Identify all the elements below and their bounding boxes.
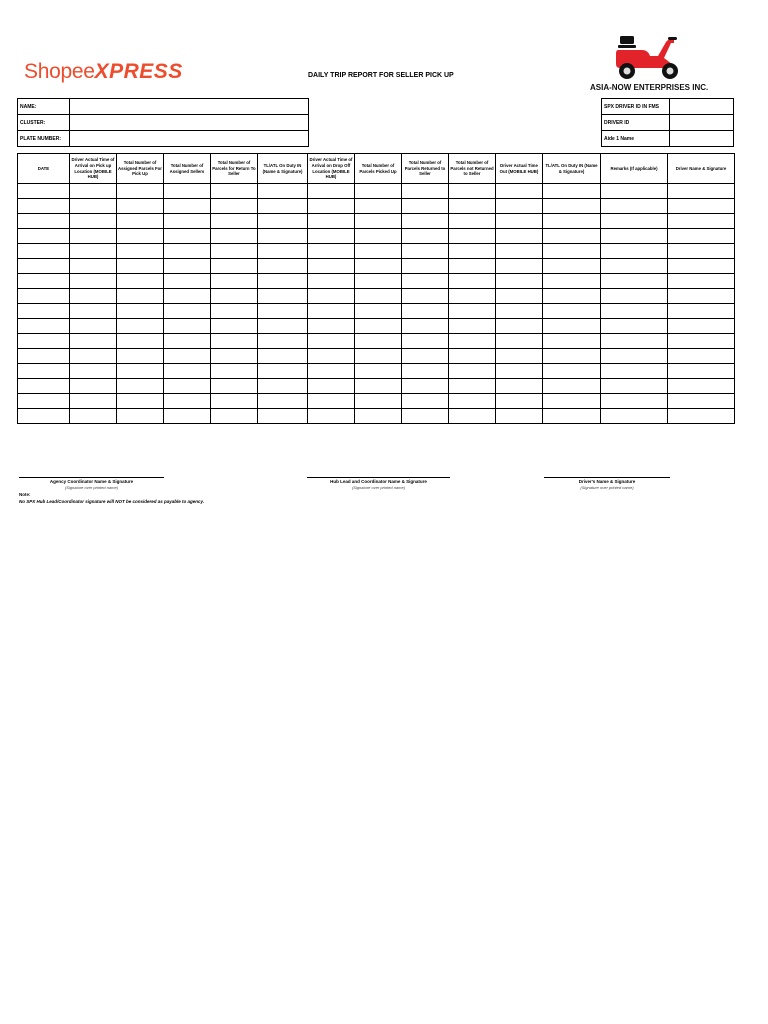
table-row	[18, 394, 735, 409]
table-cell[interactable]	[211, 244, 258, 259]
table-cell[interactable]	[308, 274, 355, 289]
table-cell[interactable]	[449, 199, 496, 214]
note-text: No SPX Hub Lead/Coordinator signature will NOT be considered as payable to agency.	[19, 499, 205, 504]
table-cell[interactable]	[601, 379, 668, 394]
note-label: Note:	[19, 492, 31, 497]
table-cell[interactable]	[70, 259, 117, 274]
signature-title: Driver's Name & Signature	[578, 479, 636, 484]
table-cell[interactable]	[18, 394, 70, 409]
driver-id-field[interactable]	[670, 115, 734, 131]
table-row	[18, 184, 735, 199]
table-cell[interactable]	[164, 364, 211, 379]
table-cell[interactable]	[402, 304, 449, 319]
table-cell[interactable]	[211, 199, 258, 214]
table-cell[interactable]	[496, 349, 543, 364]
table-cell[interactable]	[258, 184, 308, 199]
table-cell[interactable]	[668, 244, 735, 259]
table-cell[interactable]	[308, 319, 355, 334]
table-cell[interactable]	[449, 244, 496, 259]
table-cell[interactable]	[70, 334, 117, 349]
table-cell[interactable]	[449, 229, 496, 244]
table-cell[interactable]	[355, 289, 402, 304]
table-cell[interactable]	[164, 394, 211, 409]
table-cell[interactable]	[117, 334, 164, 349]
table-cell[interactable]	[70, 229, 117, 244]
table-row	[18, 229, 735, 244]
table-cell[interactable]	[449, 409, 496, 424]
table-cell[interactable]	[543, 334, 601, 349]
table-cell[interactable]	[70, 184, 117, 199]
table-cell[interactable]	[164, 379, 211, 394]
table-cell[interactable]	[543, 199, 601, 214]
table-cell[interactable]	[164, 229, 211, 244]
table-cell[interactable]	[355, 199, 402, 214]
table-cell[interactable]	[18, 184, 70, 199]
table-cell[interactable]	[449, 349, 496, 364]
table-cell[interactable]	[601, 199, 668, 214]
column-header: DATE	[18, 154, 70, 184]
table-cell[interactable]	[18, 349, 70, 364]
table-cell[interactable]	[164, 244, 211, 259]
table-cell[interactable]	[164, 304, 211, 319]
table-row	[18, 304, 735, 319]
table-cell[interactable]	[258, 394, 308, 409]
driver-id-fms-label: SPX DRIVER ID IN FMS	[602, 99, 670, 115]
table-cell[interactable]	[258, 409, 308, 424]
table-cell[interactable]	[601, 229, 668, 244]
table-cell[interactable]	[117, 244, 164, 259]
table-cell[interactable]	[211, 409, 258, 424]
table-row	[18, 379, 735, 394]
table-cell[interactable]	[70, 409, 117, 424]
table-cell[interactable]	[308, 334, 355, 349]
table-header-row	[18, 154, 735, 184]
table-cell[interactable]	[211, 229, 258, 244]
table-cell[interactable]	[70, 274, 117, 289]
table-cell[interactable]	[496, 409, 543, 424]
table-cell[interactable]	[117, 349, 164, 364]
table-cell[interactable]	[18, 334, 70, 349]
table-cell[interactable]	[308, 259, 355, 274]
name-label: NAME:	[18, 99, 70, 115]
table-cell[interactable]	[402, 214, 449, 229]
signature-line[interactable]	[19, 477, 164, 478]
table-cell[interactable]	[70, 304, 117, 319]
table-cell[interactable]	[668, 184, 735, 199]
table-cell[interactable]	[18, 214, 70, 229]
table-cell[interactable]	[258, 364, 308, 379]
table-cell[interactable]	[543, 259, 601, 274]
table-cell[interactable]	[258, 259, 308, 274]
table-cell[interactable]	[164, 289, 211, 304]
table-cell[interactable]	[258, 304, 308, 319]
table-cell[interactable]	[164, 319, 211, 334]
table-body	[18, 184, 735, 424]
table-cell[interactable]	[496, 364, 543, 379]
table-cell[interactable]	[668, 349, 735, 364]
hub-lead-signature	[307, 477, 450, 490]
table-cell[interactable]	[402, 274, 449, 289]
table-cell[interactable]	[18, 229, 70, 244]
table-row	[18, 334, 735, 349]
table-cell[interactable]	[402, 319, 449, 334]
logo-shopee-text: Shopee	[24, 60, 95, 83]
table-cell[interactable]	[543, 319, 601, 334]
company-name: ASIA-NOW ENTERPRISES INC.	[590, 83, 709, 92]
table-cell[interactable]	[668, 214, 735, 229]
table-cell[interactable]	[449, 304, 496, 319]
table-cell[interactable]	[164, 199, 211, 214]
table-cell[interactable]	[18, 289, 70, 304]
table-cell[interactable]	[211, 214, 258, 229]
table-cell[interactable]	[496, 229, 543, 244]
column-header: Total Number of Parcels for Return To Seller	[211, 154, 258, 184]
table-cell[interactable]	[308, 304, 355, 319]
table-cell[interactable]	[449, 289, 496, 304]
signature-subtitle: (Signature over printed name)	[580, 485, 634, 490]
table-cell[interactable]	[117, 409, 164, 424]
info-row-name	[18, 99, 309, 115]
cluster-label: CLUSTER:	[18, 115, 70, 131]
column-header: Total Number of Assigned Parcels For Pick Up	[117, 154, 164, 184]
table-cell[interactable]	[70, 394, 117, 409]
table-cell[interactable]	[117, 184, 164, 199]
table-cell[interactable]	[258, 274, 308, 289]
table-row	[18, 199, 735, 214]
table-cell[interactable]	[601, 304, 668, 319]
table-cell[interactable]	[601, 274, 668, 289]
table-cell[interactable]	[211, 349, 258, 364]
table-cell[interactable]	[117, 229, 164, 244]
driver-id-label: DRIVER ID	[602, 115, 670, 131]
table-cell[interactable]	[601, 364, 668, 379]
report-title: DAILY TRIP REPORT FOR SELLER PICK UP	[308, 72, 454, 79]
table-cell[interactable]	[308, 199, 355, 214]
column-header: Driver Actual Time Out (MOBILE HUB)	[496, 154, 543, 184]
table-cell[interactable]	[449, 394, 496, 409]
table-cell[interactable]	[402, 394, 449, 409]
table-cell[interactable]	[601, 289, 668, 304]
table-cell[interactable]	[211, 394, 258, 409]
table-cell[interactable]	[355, 364, 402, 379]
table-cell[interactable]	[402, 409, 449, 424]
table-cell[interactable]	[355, 334, 402, 349]
table-cell[interactable]	[117, 394, 164, 409]
table-cell[interactable]	[164, 349, 211, 364]
table-cell[interactable]	[449, 214, 496, 229]
column-header: Remarks (If applicable)	[601, 154, 668, 184]
cluster-field[interactable]	[70, 115, 309, 131]
driver-info-right	[601, 98, 734, 147]
table-cell[interactable]	[543, 349, 601, 364]
column-header: Total Number of Parcels Returned to Seller	[402, 154, 449, 184]
table-cell[interactable]	[117, 274, 164, 289]
info-row-driver-id-fms	[602, 99, 734, 115]
table-cell[interactable]	[211, 304, 258, 319]
table-cell[interactable]	[402, 349, 449, 364]
table-cell[interactable]	[543, 304, 601, 319]
table-cell[interactable]	[258, 319, 308, 334]
table-cell[interactable]	[258, 199, 308, 214]
info-row-plate	[18, 131, 309, 147]
table-cell[interactable]	[355, 274, 402, 289]
table-cell[interactable]	[18, 409, 70, 424]
signature-subtitle: (Signature over printed name)	[351, 485, 406, 490]
table-cell[interactable]	[402, 229, 449, 244]
logo-xpress-text: XPRESS	[94, 60, 183, 83]
table-cell[interactable]	[117, 304, 164, 319]
table-cell[interactable]	[18, 274, 70, 289]
table-cell[interactable]	[496, 289, 543, 304]
table-cell[interactable]	[70, 364, 117, 379]
table-cell[interactable]	[18, 244, 70, 259]
table-cell[interactable]	[449, 364, 496, 379]
table-row	[18, 409, 735, 424]
table-cell[interactable]	[211, 319, 258, 334]
table-cell[interactable]	[308, 184, 355, 199]
table-cell[interactable]	[449, 319, 496, 334]
table-cell[interactable]	[402, 364, 449, 379]
table-cell[interactable]	[164, 214, 211, 229]
table-cell[interactable]	[164, 274, 211, 289]
table-row	[18, 349, 735, 364]
table-cell[interactable]	[18, 364, 70, 379]
signature-line[interactable]	[544, 477, 670, 478]
table-cell[interactable]	[668, 319, 735, 334]
table-cell[interactable]	[18, 199, 70, 214]
table-cell[interactable]	[70, 289, 117, 304]
table-cell[interactable]	[543, 214, 601, 229]
column-header: TL/ATL On Duty IN (Name & Signature)	[258, 154, 308, 184]
table-cell[interactable]	[164, 184, 211, 199]
table-cell[interactable]	[355, 244, 402, 259]
table-row	[18, 274, 735, 289]
table-cell[interactable]	[601, 244, 668, 259]
plate-label: PLATE NUMBER:	[18, 131, 70, 147]
table-cell[interactable]	[355, 229, 402, 244]
table-cell[interactable]	[308, 349, 355, 364]
table-cell[interactable]	[543, 274, 601, 289]
driver-info-left	[17, 98, 309, 147]
table-cell[interactable]	[449, 379, 496, 394]
column-header: Total Number of Parcels not Returned to Seller	[449, 154, 496, 184]
info-row-aide	[602, 131, 734, 147]
table-cell[interactable]	[117, 319, 164, 334]
table-cell[interactable]	[496, 394, 543, 409]
table-cell[interactable]	[601, 409, 668, 424]
column-header: Driver Actual Time of Arrival on Pick up Location (MOBILE HUB)	[70, 154, 117, 184]
shopee-xpress-logo	[24, 60, 183, 84]
table-cell[interactable]	[402, 259, 449, 274]
table-cell[interactable]	[668, 394, 735, 409]
table-row	[18, 259, 735, 274]
table-cell[interactable]	[496, 274, 543, 289]
table-cell[interactable]	[308, 244, 355, 259]
table-cell[interactable]	[308, 364, 355, 379]
table-row	[18, 319, 735, 334]
table-cell[interactable]	[402, 334, 449, 349]
name-field[interactable]	[70, 99, 309, 115]
table-cell[interactable]	[355, 259, 402, 274]
column-header: Driver Name & Signature	[668, 154, 735, 184]
table-cell[interactable]	[668, 259, 735, 274]
column-header: Driver Actual Time of Arrival on Drop Off Location (MOBILE HUB)	[308, 154, 355, 184]
table-cell[interactable]	[70, 199, 117, 214]
table-cell[interactable]	[258, 379, 308, 394]
signature-title: Hub Lead and Coordinator Name & Signature	[330, 479, 427, 484]
table-cell[interactable]	[668, 334, 735, 349]
plate-field[interactable]	[70, 131, 309, 147]
table-cell[interactable]	[668, 409, 735, 424]
info-row-driver-id	[602, 115, 734, 131]
table-cell[interactable]	[355, 304, 402, 319]
table-cell[interactable]	[449, 184, 496, 199]
table-cell[interactable]	[308, 289, 355, 304]
table-cell[interactable]	[449, 259, 496, 274]
table-row	[18, 244, 735, 259]
table-cell[interactable]	[18, 379, 70, 394]
table-cell[interactable]	[496, 244, 543, 259]
table-cell[interactable]	[496, 304, 543, 319]
table-cell[interactable]	[211, 364, 258, 379]
signature-line[interactable]	[307, 477, 450, 478]
table-cell[interactable]	[601, 334, 668, 349]
table-cell[interactable]	[496, 334, 543, 349]
table-cell[interactable]	[70, 319, 117, 334]
info-row-cluster	[18, 115, 309, 131]
table-cell[interactable]	[668, 229, 735, 244]
table-row	[18, 364, 735, 379]
aide-label: Aide 1 Name	[602, 131, 670, 147]
table-cell[interactable]	[668, 304, 735, 319]
table-cell[interactable]	[355, 214, 402, 229]
table-cell[interactable]	[668, 199, 735, 214]
table-cell[interactable]	[601, 259, 668, 274]
table-cell[interactable]	[496, 379, 543, 394]
table-cell[interactable]	[543, 394, 601, 409]
table-cell[interactable]	[258, 334, 308, 349]
table-cell[interactable]	[18, 319, 70, 334]
table-cell[interactable]	[308, 409, 355, 424]
column-header: TL/ATL On Duty IN (Name & Signature)	[543, 154, 601, 184]
table-cell[interactable]	[402, 199, 449, 214]
table-cell[interactable]	[355, 319, 402, 334]
table-cell[interactable]	[668, 364, 735, 379]
table-cell[interactable]	[601, 349, 668, 364]
table-cell[interactable]	[308, 229, 355, 244]
table-cell[interactable]	[449, 274, 496, 289]
table-row	[18, 214, 735, 229]
driver-id-fms-field[interactable]	[670, 99, 734, 115]
signature-title: Agency Coordinator Name & Signature	[49, 479, 134, 484]
table-cell[interactable]	[258, 349, 308, 364]
table-cell[interactable]	[402, 379, 449, 394]
table-cell[interactable]	[402, 184, 449, 199]
table-cell[interactable]	[117, 379, 164, 394]
column-header: Total Number of Assigned Sellers	[164, 154, 211, 184]
table-cell[interactable]	[258, 244, 308, 259]
table-cell[interactable]	[496, 199, 543, 214]
driver-signature	[544, 477, 670, 490]
table-cell[interactable]	[117, 199, 164, 214]
table-cell[interactable]	[543, 244, 601, 259]
table-cell[interactable]	[18, 304, 70, 319]
table-cell[interactable]	[355, 349, 402, 364]
table-cell[interactable]	[164, 334, 211, 349]
table-cell[interactable]	[211, 259, 258, 274]
table-cell[interactable]	[258, 229, 308, 244]
agency-coordinator-signature	[19, 477, 164, 490]
table-cell[interactable]	[355, 379, 402, 394]
scooter-logo-icon	[612, 34, 688, 82]
column-header: Total Number of Parcels Picked Up	[355, 154, 402, 184]
table-cell[interactable]	[211, 184, 258, 199]
table-cell[interactable]	[496, 214, 543, 229]
table-cell[interactable]	[117, 214, 164, 229]
signature-subtitle: (Signature over printed name)	[64, 485, 119, 490]
table-cell[interactable]	[496, 184, 543, 199]
table-cell[interactable]	[308, 214, 355, 229]
table-cell[interactable]	[402, 289, 449, 304]
table-cell[interactable]	[449, 334, 496, 349]
table-cell[interactable]	[601, 394, 668, 409]
table-cell[interactable]	[601, 184, 668, 199]
table-cell[interactable]	[355, 409, 402, 424]
table-cell[interactable]	[164, 409, 211, 424]
table-cell[interactable]	[117, 364, 164, 379]
table-cell[interactable]	[543, 409, 601, 424]
table-cell[interactable]	[543, 184, 601, 199]
table-cell[interactable]	[70, 214, 117, 229]
table-cell[interactable]	[117, 259, 164, 274]
table-cell[interactable]	[308, 394, 355, 409]
table-cell[interactable]	[70, 379, 117, 394]
table-cell[interactable]	[355, 394, 402, 409]
table-cell[interactable]	[496, 319, 543, 334]
table-cell[interactable]	[668, 379, 735, 394]
table-cell[interactable]	[601, 319, 668, 334]
table-cell[interactable]	[601, 214, 668, 229]
table-cell[interactable]	[258, 214, 308, 229]
table-cell[interactable]	[308, 379, 355, 394]
trip-log-table	[17, 153, 735, 424]
table-cell[interactable]	[543, 229, 601, 244]
table-cell[interactable]	[668, 274, 735, 289]
table-cell[interactable]	[543, 379, 601, 394]
table-cell[interactable]	[543, 289, 601, 304]
table-cell[interactable]	[355, 184, 402, 199]
table-cell[interactable]	[211, 274, 258, 289]
table-cell[interactable]	[211, 379, 258, 394]
table-cell[interactable]	[496, 259, 543, 274]
table-row	[18, 289, 735, 304]
table-cell[interactable]	[164, 259, 211, 274]
table-cell[interactable]	[70, 244, 117, 259]
table-cell[interactable]	[402, 244, 449, 259]
aide-field[interactable]	[670, 131, 734, 147]
table-cell[interactable]	[211, 289, 258, 304]
table-cell[interactable]	[70, 349, 117, 364]
table-cell[interactable]	[18, 259, 70, 274]
table-cell[interactable]	[258, 289, 308, 304]
table-cell[interactable]	[211, 334, 258, 349]
table-cell[interactable]	[543, 364, 601, 379]
table-cell[interactable]	[668, 289, 735, 304]
table-cell[interactable]	[117, 289, 164, 304]
